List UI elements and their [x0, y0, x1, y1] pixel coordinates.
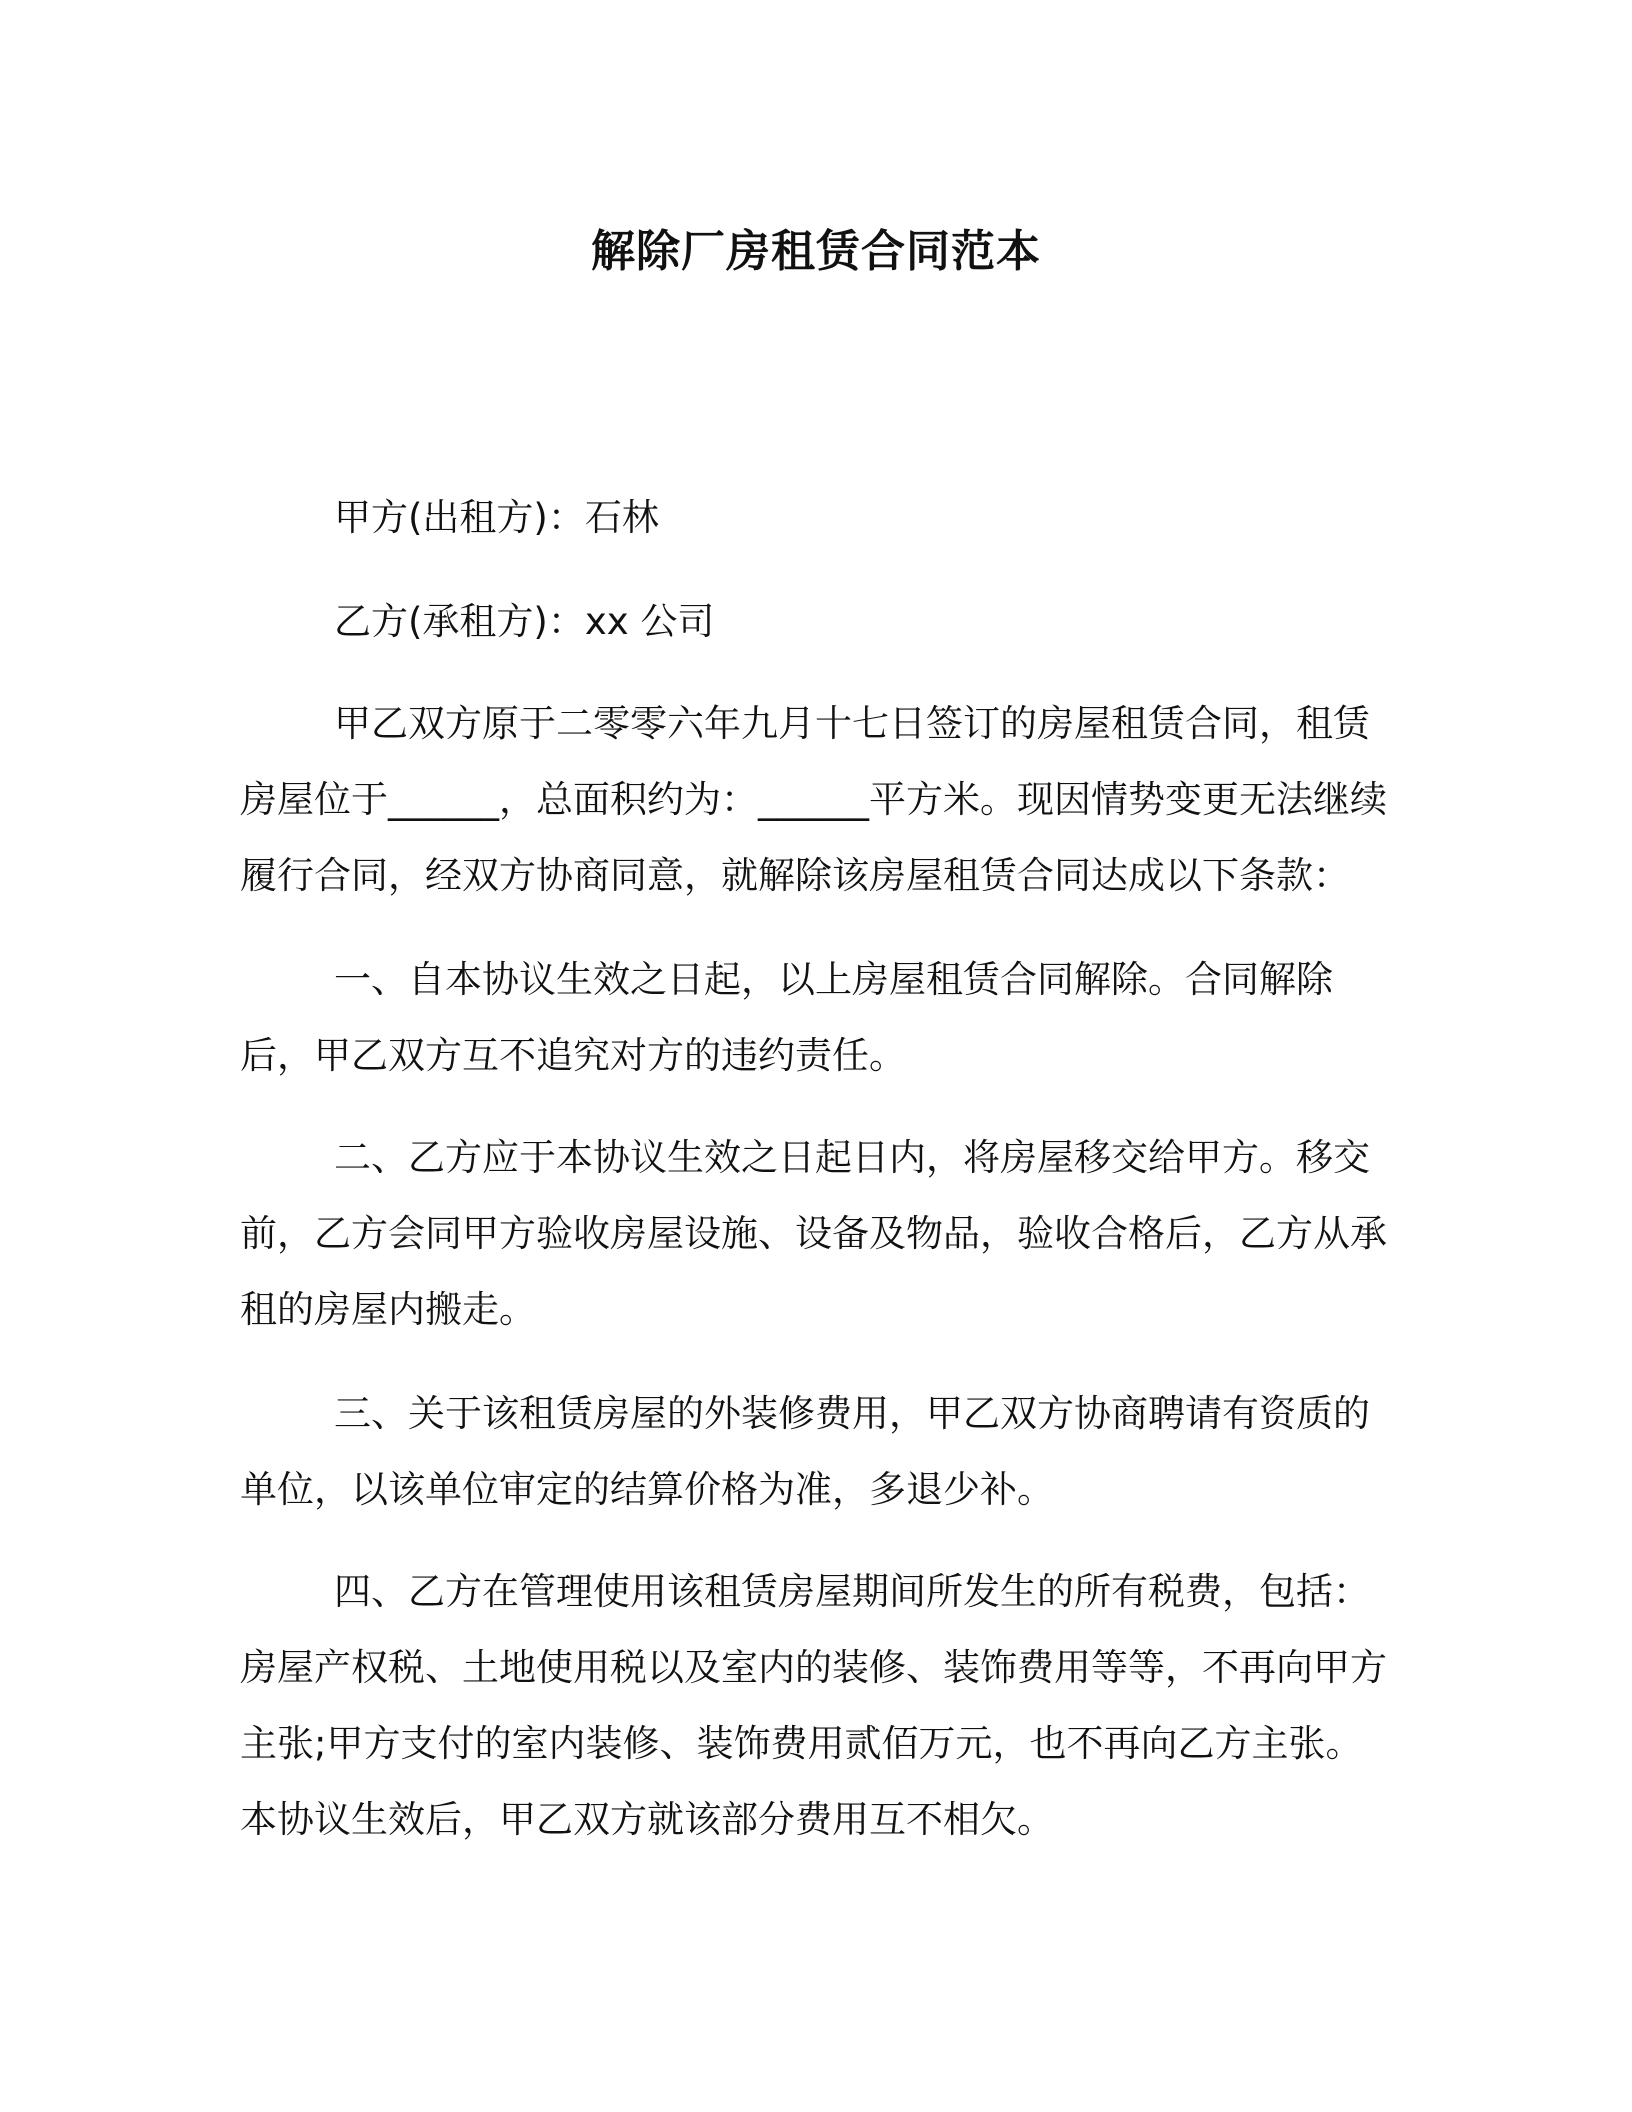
- document-title: 解除厂房租赁合同范本: [591, 226, 1041, 277]
- intro-paragraph: 甲乙双方原于二零零六年九月十七日签订的房屋租赁合同，租赁房屋位于______，总面积约为：______平方米。现因情势变更无法继续履行合同，经双方协商同意，就解除该房屋租赁合同达成以下条款：: [240, 702, 1387, 897]
- party-a-line: 甲方(出租方)：石林: [334, 496, 659, 539]
- clause-1-paragraph: 一、自本协议生效之日起，以上房屋租赁合同解除。合同解除后，甲乙双方互不追究对方的违约责任。: [240, 958, 1333, 1077]
- clause-3-paragraph: 三、关于该租赁房屋的外装修费用，甲乙双方协商聘请有资质的单位，以该单位审定的结算价格为准，多退少补。: [240, 1392, 1370, 1511]
- party-b-line: 乙方(承租方)：xx 公司: [334, 600, 715, 643]
- clause-2-paragraph: 二、乙方应于本协议生效之日起日内，将房屋移交给甲方。移交前，乙方会同甲方验收房屋设施、设备及物品，验收合格后，乙方从承租的房屋内搬走。: [240, 1136, 1387, 1331]
- clause-4-paragraph: 四、乙方在管理使用该租赁房屋期间所发生的所有税费，包括：房屋产权税、土地使用税以及室内的装修、装饰费用等等，不再向甲方主张;甲方支付的室内装修、装饰费用贰佰万元，也不再向乙方主张。本协议生效后，甲乙双方就该部分费用互不相欠。: [240, 1570, 1387, 1841]
